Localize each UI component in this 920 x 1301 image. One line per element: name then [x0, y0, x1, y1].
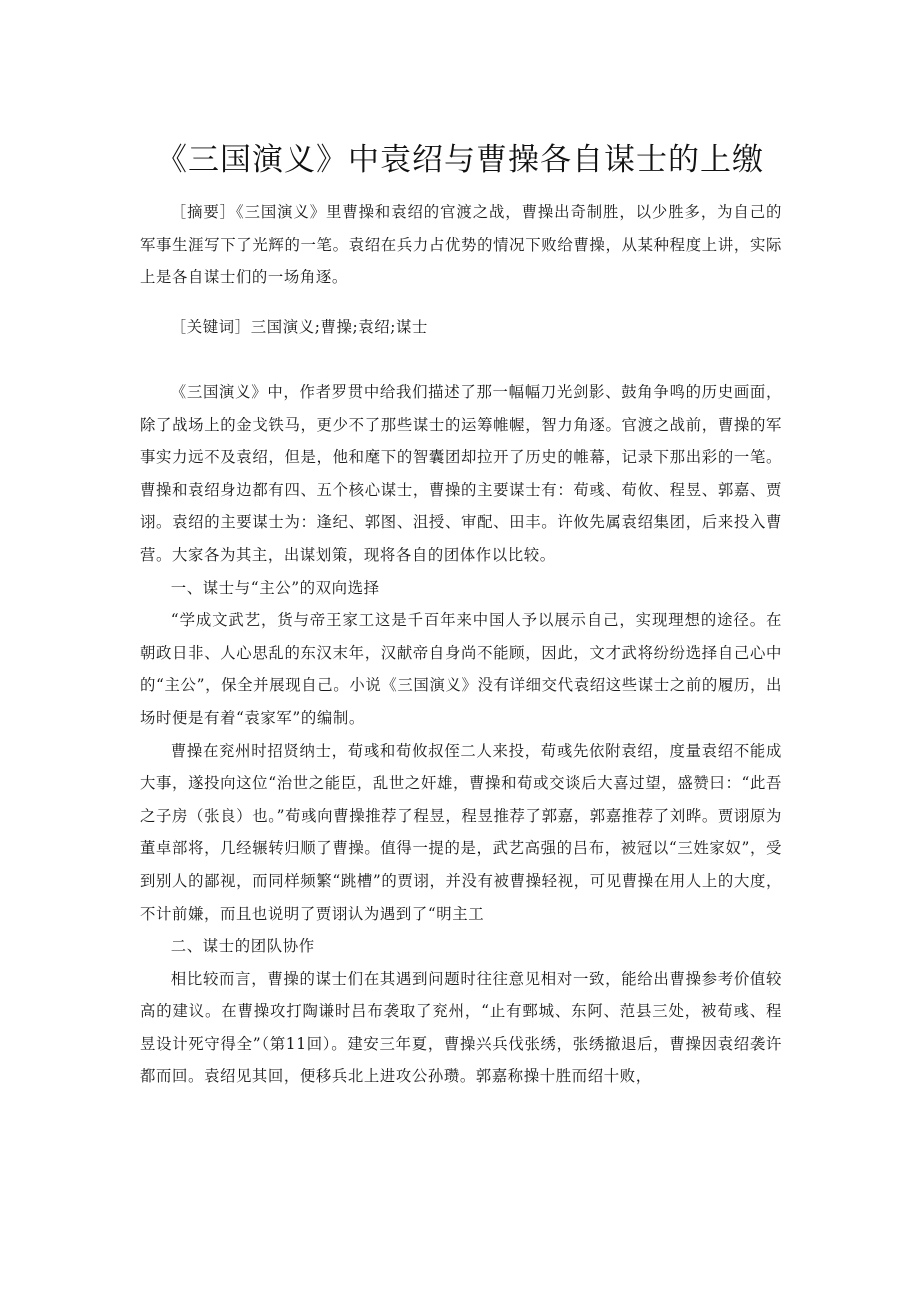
- abstract-paragraph: ［摘要］《三国演义》里曹操和袁绍的官渡之战，曹操出奇制胜，以少胜多，为自己的军事生涯写下了光辉的一笔。袁绍在兵力占优势的情况下败给曹操，从某种程度上讲，实际上是各自谋士们的一场角逐。: [140, 203, 782, 287]
- intro-paragraph: 《三国演义》中，作者罗贯中给我们描述了那一幅幅刀光剑影、鼓角争鸣的历史画面，除了战场上的金戈铁马，更少不了那些谋士的运筹帷幄，智力角逐。官渡之战前，曹操的军事实力远不及袁绍，但是，他和麾下的智囊团却拉开了历史的帷幕，记录下那出彩的一笔。曹操和袁绍身边都有四、五个核心谋士，曹操的主要谋士有：荀彧、荀攸、程昱、郭嘉、贾诩。袁绍的主要谋士为：逢纪、郭图、沮授、审配、田丰。许攸先属袁绍集团，后来投入曹营。大家各为其主，出谋划策，现将各自的团体作以比较。: [140, 383, 782, 564]
- keywords-block: [140, 311, 782, 344]
- abstract-block: [140, 196, 782, 294]
- section2-paragraph: 相比较而言，曹操的谋士们在其遇到问题时往往意见相对一致，能给出曹操参考价值较高的建议。在曹操攻打陶谦时吕布袭取了兖州，“止有鄄城、东阿、范县三处，被荀彧、程昱设计死守得全”（第11回）。建安三年夏，曹操兴兵伐张绣，张绣撤退后，曹操因袁绍袭许都而回。袁绍见其回，便移兵北上进攻公孙瓒。郭嘉称操十胜而绍十败，: [140, 969, 782, 1086]
- document-title: 《三国演义》中袁绍与曹操各自谋士的上缴: [156, 142, 764, 178]
- section-heading-1: 一、谋士与“主公”的双向选择: [170, 578, 380, 597]
- section-heading-2: 二、谋士的团队协作: [170, 937, 315, 956]
- section1-paragraph: 曹操在兖州时招贤纳士，荀彧和荀攸叔侄二人来投，荀彧先依附袁绍，度量袁绍不能成大事，遂投向这位“治世之能臣，乱世之奸雄，曹操和荀或交谈后大喜过望，盛赞曰：“此吾之子房（张良）也。”荀彧向曹操推荐了程昱，程昱推荐了郭嘉，郭嘉推荐了刘晔。贾诩原为董卓部将，几经辗转归顺了曹操。值得一提的是，武艺高强的吕布，被冠以“三姓家奴”，受到别人的鄙视，而同样频繁“跳槽”的贾诩，并没有被曹操轻视，可见曹操在用人上的大度，不计前嫌，而且也说明了贾诩认为遇到了“明主工: [140, 741, 782, 923]
- main-body: [140, 376, 782, 1093]
- section1-paragraph: “学成文武艺，货与帝王家工这是千百年来中国人予以展示自己，实现理想的途径。在朝政日非、人心思乱的东汉末年，汉献帝自身尚不能顾，因此，文才武将纷纷选择自己心中的“主公”，保全并展现自己。小说《三国演义》没有详细交代袁绍这些谋士之前的履历，出场时便是有着“袁家军”的编制。: [140, 611, 782, 727]
- keywords-paragraph: ［关键词］三国演义;曹操;袁绍;谋士: [170, 318, 429, 336]
